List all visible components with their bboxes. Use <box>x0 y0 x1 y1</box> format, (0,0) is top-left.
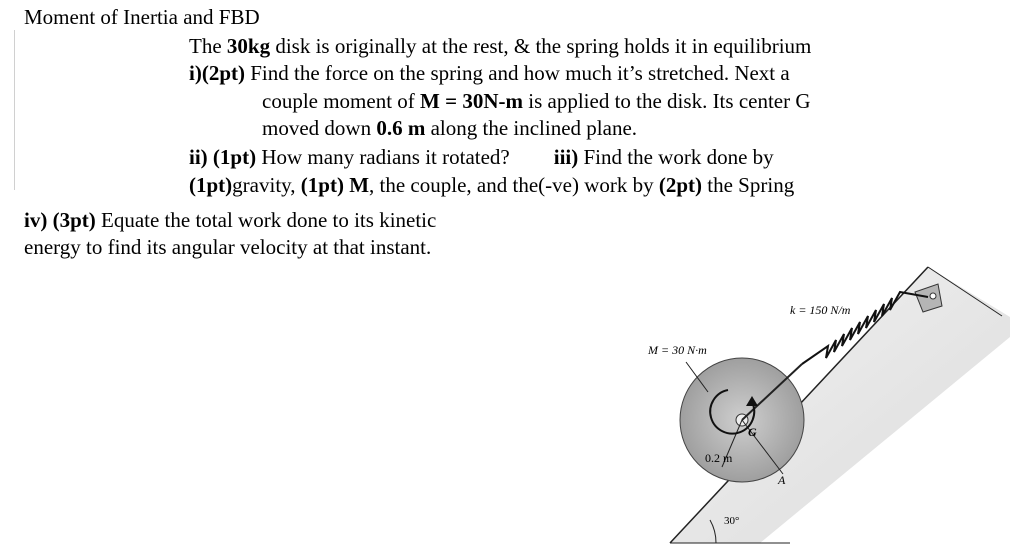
part-ii-label: ii) (1pt) <box>189 145 257 169</box>
distance-value: 0.6 m <box>376 116 426 140</box>
moment-label: M = 30 N·m <box>648 343 707 357</box>
text: gravity, <box>232 173 301 197</box>
angle-label: 30° <box>724 515 740 527</box>
text: moved down <box>262 116 377 140</box>
text: Find the force on the spring and how much it’s stretched. Next a <box>245 61 790 85</box>
problem-line-6 <box>189 172 794 198</box>
problem-line-7 <box>24 207 436 233</box>
center-label: G <box>748 425 757 439</box>
text: along the inclined plane. <box>425 116 638 140</box>
text: the Spring <box>702 173 795 197</box>
wall-pin <box>930 293 936 299</box>
part-iii-label: iii) <box>553 145 579 169</box>
problem-line-4 <box>262 115 637 141</box>
points-gravity: (1pt) <box>189 173 233 197</box>
mass-value: 30kg <box>226 34 271 58</box>
margin-rule <box>14 30 15 190</box>
part-i-label: i)(2pt) <box>189 61 245 85</box>
contact-point-label: A <box>778 473 786 487</box>
problem-line-5 <box>189 144 774 170</box>
points-moment: (1pt) M <box>300 173 370 197</box>
radius-label: 0.2 m <box>705 451 733 465</box>
text: is applied to the disk. Its center G <box>523 89 811 113</box>
text: Equate the total work done to its kinetic <box>95 208 437 232</box>
problem-line-8: energy to find its angular velocity at that instant. <box>24 235 432 259</box>
part-iv-label: iv) (3pt) <box>24 208 96 232</box>
text: disk is originally at the rest, & the spring holds it in equilibrium <box>270 34 812 58</box>
disk-on-incline-figure <box>590 262 1010 552</box>
page-title: Moment of Inertia and FBD <box>24 5 260 29</box>
text: Find the work done by <box>578 145 774 169</box>
moment-value: M = 30N-m <box>420 89 523 113</box>
text: , the couple, and the(-ve) work by <box>369 173 659 197</box>
text: couple moment of <box>262 89 421 113</box>
spring-constant-label: k = 150 N/m <box>790 303 851 317</box>
problem-line-1 <box>189 33 811 59</box>
problem-line-3 <box>262 88 811 114</box>
text: How many radians it rotated? <box>256 145 510 169</box>
points-spring: (2pt) <box>658 173 703 197</box>
problem-line-2 <box>189 60 790 86</box>
text: The <box>189 34 227 58</box>
